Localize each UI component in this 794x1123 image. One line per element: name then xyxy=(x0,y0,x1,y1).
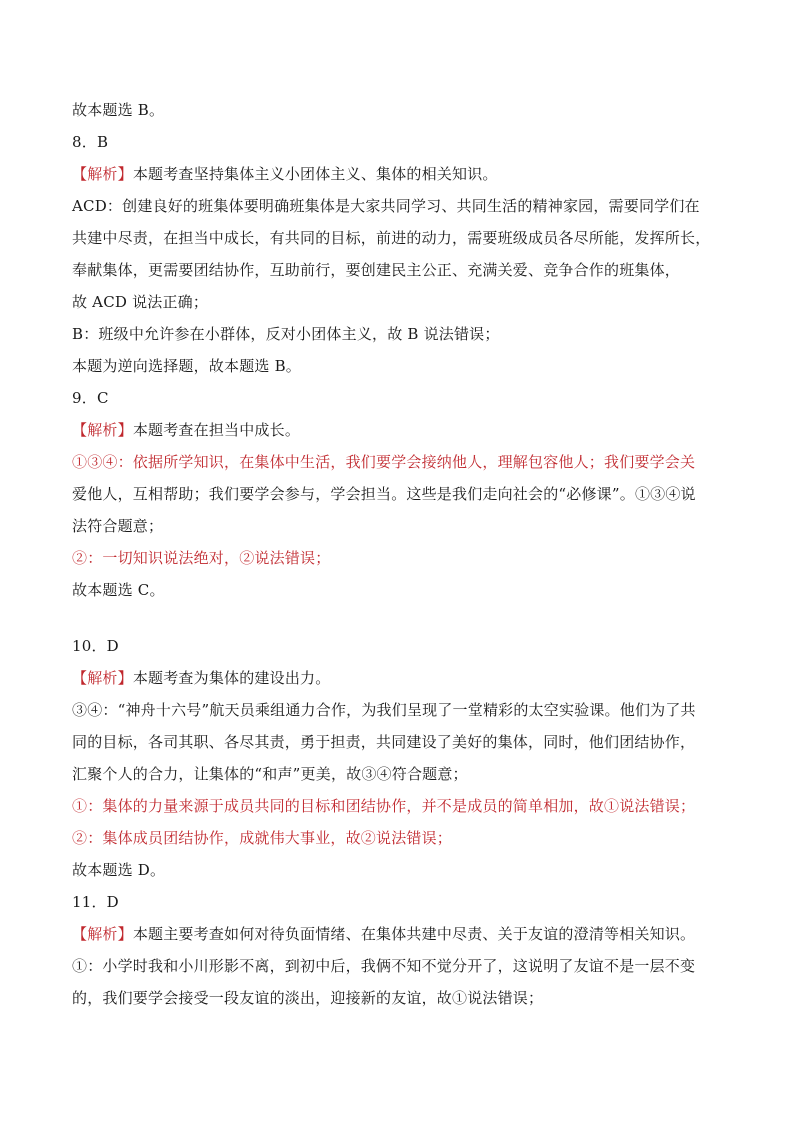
analysis-tag: 【解析】 xyxy=(72,165,133,183)
q9-conclusion: 故本题选 C。 xyxy=(72,581,165,599)
q9-line: ①③④：依据所学知识，在集体中生活，我们要学会接纳他人，理解包容他人；我们要学会关 xyxy=(72,453,696,471)
q8-line: 本题为逆向选择题，故本题选 B。 xyxy=(72,357,301,375)
q10-line: ③④：“神舟十六号”航天员乘组通力合作，为我们呈现了一堂精彩的太空实验课。他们为了共 xyxy=(72,701,696,719)
q10-analysis xyxy=(72,662,728,694)
q9-line: 爱他人，互相帮助；我们要学会参与，学会担当。这些是我们走向社会的“必修课”。①③④说 xyxy=(72,485,696,503)
q10-line: 汇聚个人的合力，让集体的“和声”更美，故③④符合题意； xyxy=(72,765,468,783)
q7-conclusion: 故本题选 B。 xyxy=(72,101,165,119)
q11-analysis xyxy=(72,918,728,950)
q11-number: 11．D xyxy=(72,893,119,911)
q9-wrong-line: ②：一切知识说法绝对，②说法错误； xyxy=(72,549,331,567)
q8-line: 共建中尽责，在担当中成长，有共同的目标，前进的动力，需要班级成员各尽所能，发挥所长， xyxy=(72,229,711,247)
q8-number: 8．B xyxy=(72,133,109,151)
q9-number: 9．C xyxy=(72,389,109,407)
analysis-tag: 【解析】 xyxy=(72,421,133,439)
analysis-text: 本题考查为集体的建设出力。 xyxy=(132,669,331,687)
q10-conclusion: 故本题选 D。 xyxy=(72,861,166,879)
q9-line: 法符合题意； xyxy=(72,517,164,535)
answer-page xyxy=(72,94,728,1014)
q8-line: 奉献集体，更需要团结协作，互助前行，要创建民主公正、充满关爱、竞争合作的班集体， xyxy=(72,261,681,279)
analysis-tag: 【解析】 xyxy=(72,669,133,687)
q11-line: ①：小学时我和小川形影不离，到初中后，我俩不知不觉分开了，这说明了友谊不是一层不变 xyxy=(72,957,696,975)
q8-line: B：班级中允许参在小群体，反对小团体主义，故 B 说法错误； xyxy=(72,325,500,343)
q8-line: ACD：创建良好的班集体要明确班集体是大家共同学习、共同生活的精神家园，需要同学们在 xyxy=(72,197,700,215)
q9-analysis xyxy=(72,414,728,446)
analysis-text: 本题考查坚持集体主义小团体主义、集体的相关知识。 xyxy=(132,165,498,183)
q8-analysis xyxy=(72,158,728,190)
q10-wrong-line: ①：集体的力量来源于成员共同的目标和团结协作，并不是成员的简单相加，故①说法错误； xyxy=(72,797,696,815)
analysis-tag: 【解析】 xyxy=(72,925,133,943)
q11-line: 的，我们要学会接受一段友谊的淡出，迎接新的友谊，故①说法错误； xyxy=(72,989,544,1007)
analysis-text: 本题主要考查如何对待负面情绪、在集体共建中尽责、关于友谊的澄清等相关知识。 xyxy=(132,925,696,943)
section-gap xyxy=(72,606,728,630)
analysis-text: 本题考查在担当中成长。 xyxy=(132,421,301,439)
q10-number: 10．D xyxy=(72,637,119,655)
q8-line: 故 ACD 说法正确； xyxy=(72,293,209,311)
q10-wrong-line: ②：集体成员团结协作，成就伟大事业，故②说法错误； xyxy=(72,829,453,847)
q10-line: 同的目标，各司其职、各尽其责，勇于担责，共同建设了美好的集体，同时，他们团结协作， xyxy=(72,733,696,751)
